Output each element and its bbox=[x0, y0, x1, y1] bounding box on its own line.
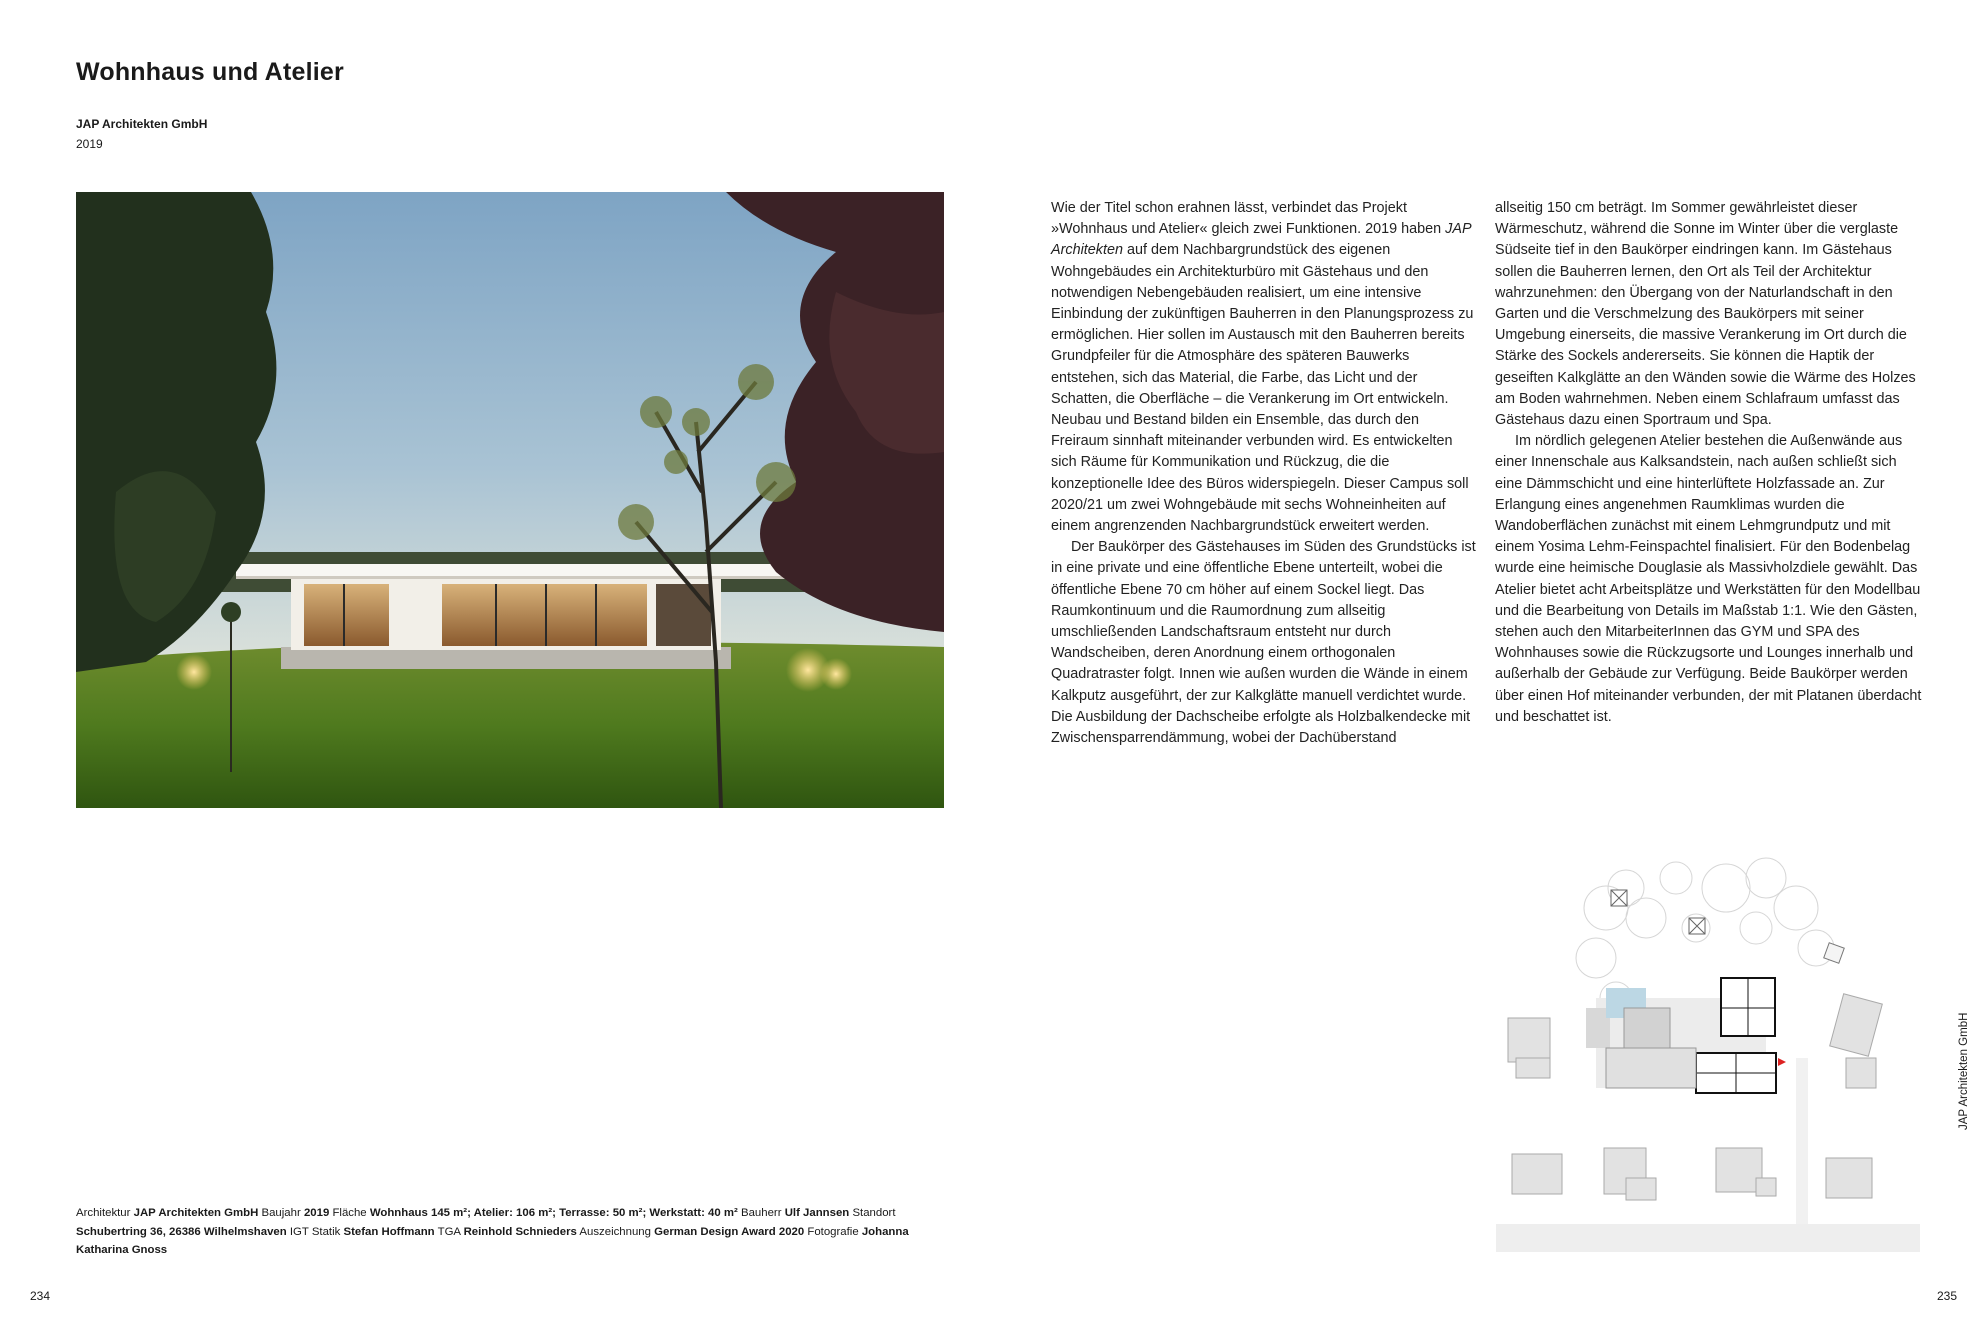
architect-name: JAP Architekten GmbH bbox=[76, 117, 208, 131]
page-number-right: 235 bbox=[1937, 1289, 1958, 1303]
text-column-1 bbox=[1051, 198, 1479, 749]
paragraph: Im nördlich gelegenen Atelier bestehen die Außenwände aus einer Innenschale aus Kalksandstein, nach außen schließt sich eine Dämmschicht und eine hinterlüftete Holzfassade an. Zur Erlangung eines angenehmen Raumklimas wurden die Wandoberflächen zunächst mit einem Lehmgrundputz und mit einem Yosima Lehm-Feinspachtel finalisiert. Für den Bodenbelag wurde eine heimische Douglasie als Massivholzdiele gewählt. Das Atelier bietet acht Arbeitsplätze und Werkstätten für den Modellbau und die Bearbeitung von Details im Maßstab 1:1. Wie den Gästen, stehen auch den MitarbeiterInnen das GYM und SPA des Wohnhauses sowie die Rückzugsorte und Lounges innerhalb und außerhalb der Gebäude zur Verfügung. Beide Baukörper werden über einen Hof miteinander verbunden, der mit Platanen überdacht und beschattet ist. bbox=[1495, 433, 1922, 725]
page-title: Wohnhaus und Atelier bbox=[76, 58, 344, 86]
site-plan-icon bbox=[1496, 848, 1920, 1256]
vertical-architect-label: JAP Architekten GmbH bbox=[1958, 1012, 1970, 1130]
paragraph: Wie der Titel schon erahnen lässt, verbindet das Projekt »Wohnhaus und Atelier« gleich zwei Funktionen. 2019 haben JAP Architekten auf dem Nachbargrundstück des eigenen Wohngebäudes ein Architekturbüro mit Gästehaus und den notwendigen Nebengebäuden realisiert, um eine intensive Einbindung der zukünftigen Bauherren in den Planungsprozess zu ermöglichen. Hier sollen im Austausch mit den Bauherren bereits Grundpfeiler für die Atmosphäre des späteren Bauwerks entstehen, sich das Material, die Farbe, das Licht und der Schatten, die Oberfläche – die Verankerung im Ort entwickeln. Neubau und Bestand bilden ein Ensemble, das durch den Freiraum sinnhaft miteinander verbunden wird. Es entwickelten sich Räume für Kommunikation und Rückzug, die die konzeptionelle Idee des Büros widerspiegeln. Dieser Campus soll 2020/21 um zwei Wohngebäude mit sechs Wohneinheiten auf einem angrenzenden Nachbargrundstück erweitert werden. bbox=[1051, 200, 1474, 535]
emphasis: JAP Architekten bbox=[1051, 221, 1472, 259]
project-year: 2019 bbox=[76, 137, 103, 151]
paragraph: Der Baukörper des Gästehauses im Süden des Grundstücks ist in eine private und eine öffentliche Ebene unterteilt, wobei die öffentliche Ebene 70 cm höher auf einem Sockel liegt. Das Raumkontinuum und die Raumordnung zum allseitig umschließenden Landschaftsraum entsteht nur durch Wandscheiben, deren Anordnung einem orthogonalen Quadratraster folgt. Innen wie außen wurden die Wände in einem Kalkputz ausgeführt, der zur Kalkglätte manuell verdichtet wurde. Die Ausbildung der Dachscheibe erfolgte als Holzbalkendecke mit Zwischensparrendämmung, wobei der Dachüberstand bbox=[1051, 539, 1476, 747]
photo-image-icon bbox=[76, 192, 944, 808]
text-column-2 bbox=[1495, 198, 1923, 728]
paragraph: allseitig 150 cm beträgt. Im Sommer gewährleistet dieser Wärmeschutz, während die Sonne im Winter über die verglaste Südseite tief in den Baukörper eindringen kann. Im Gästehaus sollen die Bauherren lernen, den Ort als Teil der Architektur wahrzunehmen: den Übergang von der Naturlandschaft in den Garten und die Verschmelzung des Baukörpers mit seiner Umgebung einerseits, die massive Verankerung im Ort durch die Stärke des Sockels andererseits. Sie können die Haptik der geseiften Kalkglätte an den Wänden sowie die Wärme des Holzes am Boden wahrnehmen. Neben einem Schlafraum umfasst das Gästehaus dazu einen Sportraum und Spa. bbox=[1495, 200, 1916, 429]
page-number-left: 234 bbox=[30, 1289, 51, 1303]
project-credits: Architektur JAP Architekten GmbH Baujahr 2019 Fläche Wohnhaus 145 m²; Atelier: 106 m²; Terrasse: 50 m²; Werkstatt: 40 m² Bauherr Ulf Jannsen Standort Schubertring 36, 26386 Wilhelmshaven IGT Statik Stefan Hoffmann TGA Reinhold Schnieders Auszeichnung German Design Award 2020 Fotografie Johanna Katharina Gnoss bbox=[76, 1207, 909, 1256]
